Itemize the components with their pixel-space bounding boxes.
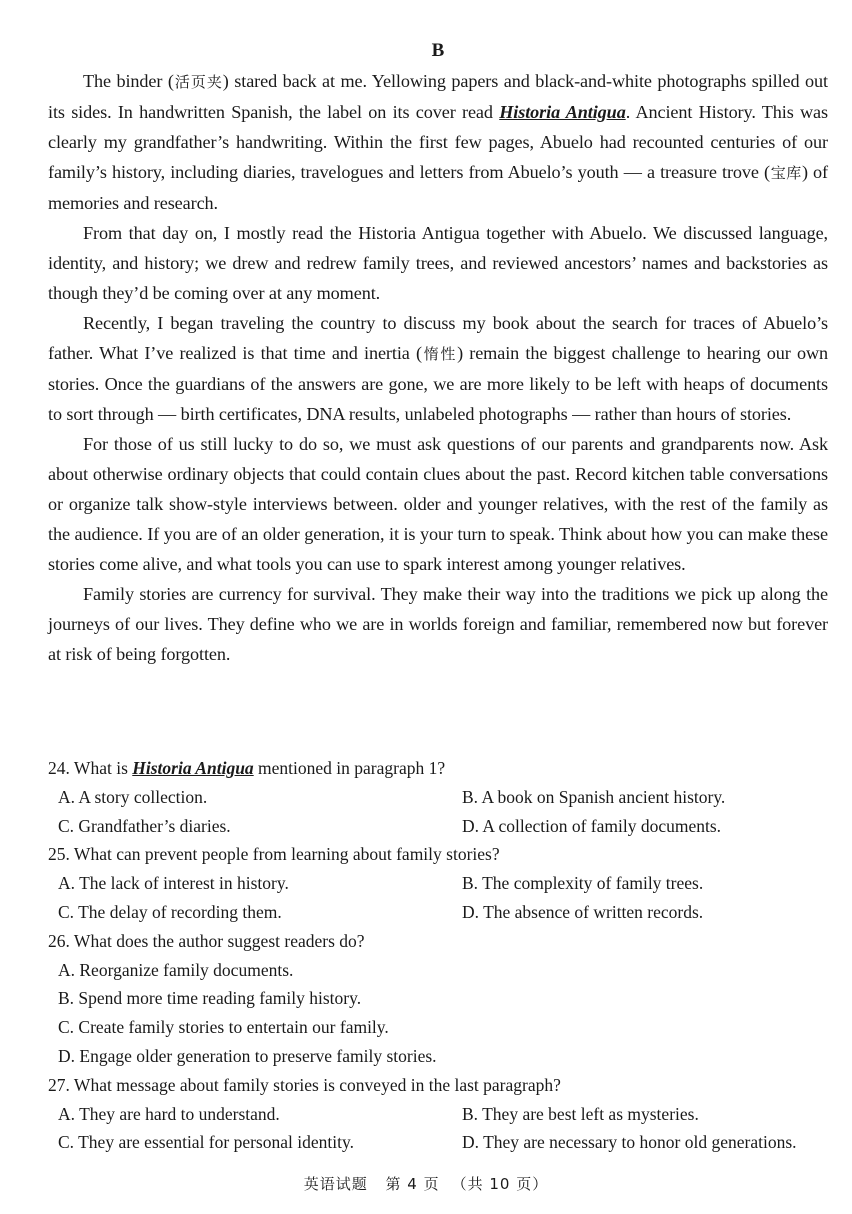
book-title-emphasis: Historia Antigua <box>132 758 254 778</box>
question-25-stem: 25. What can prevent people from learning about family stories? <box>48 844 500 865</box>
paragraph-1: The binder (活页夹) stared back at me. Yellowing papers and black-and-white photographs spilled out its sides. In handwritten Spanish, the label on its cover read Historia Antigua. Ancient History. This was clearly my grandfather’s handwriting. Within the first few pages, Abuelo had recounted centuries of our family’s history, including diaries, travelogues and letters from Abuelo’s youth — a treasure trove (宝库) of memories and research. <box>48 71 829 213</box>
option-27-a: A. They are hard to understand. <box>58 1103 280 1124</box>
paragraph-5: Family stories are currency for survival. They make their way into the traditions we pick up along the journeys of our lives. They define who we are in worlds foreign and familiar, remembered now but forever at risk of being forgotten. <box>48 584 828 664</box>
book-title-emphasis: Historia Antigua <box>499 102 626 122</box>
question-27-options-row-2 <box>48 1128 838 1157</box>
paragraph-2: From that day on, I mostly read the Historia Antigua together with Abuelo. We discussed language, identity, and history; we drew and redrew family trees, and reviewed ancestors’ names and backstories as though they’d be coming over at any moment. <box>48 223 828 303</box>
option-26-d: D. Engage older generation to preserve family stories. <box>58 1045 437 1066</box>
paragraph-4: For those of us still lucky to do so, we must ask questions of our parents and grandparents now. Ask about otherwise ordinary objects that could contain clues about the past. Record kitchen table conversations or organize talk show-style interviews between. older and younger relatives, with the rest of the family as the audience. If you are of an older generation, it is your turn to speak. Think about how you can make these stories come alive, and what tools you can use to spark interest among younger relatives. <box>48 434 828 574</box>
question-list <box>48 754 838 1157</box>
question-27-stem: 27. What message about family stories is conveyed in the last paragraph? <box>48 1074 561 1095</box>
question-25-options-row-2 <box>48 898 838 927</box>
chinese-gloss: 活页夹 <box>173 73 223 91</box>
option-26-c: C. Create family stories to entertain our family. <box>58 1017 389 1038</box>
question-24-options-row-1 <box>48 783 838 812</box>
section-title: B <box>431 40 445 61</box>
paragraph-3: Recently, I began traveling the country to discuss my book about the search for traces of Abuelo’s father. What I’ve realized is that time and inertia (惰性) remain the biggest challenge to hearing our own stories. Once the guardians of the answers are gone, we are more likely to be left with heaps of documents to sort through — birth certificates, DNA results, unlabeled photographs — rather than hours of stories. <box>48 313 828 424</box>
option-25-d: D. The absence of written records. <box>462 901 704 922</box>
reading-passage-b <box>48 36 828 669</box>
chinese-gloss: 惰性 <box>421 345 458 363</box>
chinese-gloss: 宝库 <box>769 164 802 182</box>
question-26-stem: 26. What does the author suggest readers do? <box>48 930 365 951</box>
footer-subject: 英语试题 <box>303 1175 368 1193</box>
page-footer <box>0 1170 852 1198</box>
option-25-a: A. The lack of interest in history. <box>58 873 289 894</box>
question-27-options-row-1 <box>48 1100 838 1129</box>
option-24-d: D. A collection of family documents. <box>462 815 722 836</box>
option-27-b: B. They are best left as mysteries. <box>462 1103 699 1124</box>
option-26-b: B. Spend more time reading family history. <box>58 988 362 1009</box>
footer-page-total: （共 10 页） <box>451 1175 549 1193</box>
option-27-c: C. They are essential for personal identity. <box>58 1132 354 1153</box>
question-24-options-row-2 <box>48 812 838 841</box>
footer-page-number: 第 4 页 <box>385 1175 440 1193</box>
option-25-b: B. The complexity of family trees. <box>462 873 704 894</box>
question-24-stem: 24. What is Historia Antigua mentioned in paragraph 1? <box>48 758 446 778</box>
option-24-c: C. Grandfather’s diaries. <box>58 815 231 836</box>
option-24-a: A. A story collection. <box>58 786 208 807</box>
option-27-d: D. They are necessary to honor old generations. <box>462 1132 797 1153</box>
question-25-options-row-1 <box>48 869 838 898</box>
option-24-b: B. A book on Spanish ancient history. <box>462 786 726 807</box>
option-26-a: A. Reorganize family documents. <box>58 959 294 980</box>
option-25-c: C. The delay of recording them. <box>58 901 282 922</box>
